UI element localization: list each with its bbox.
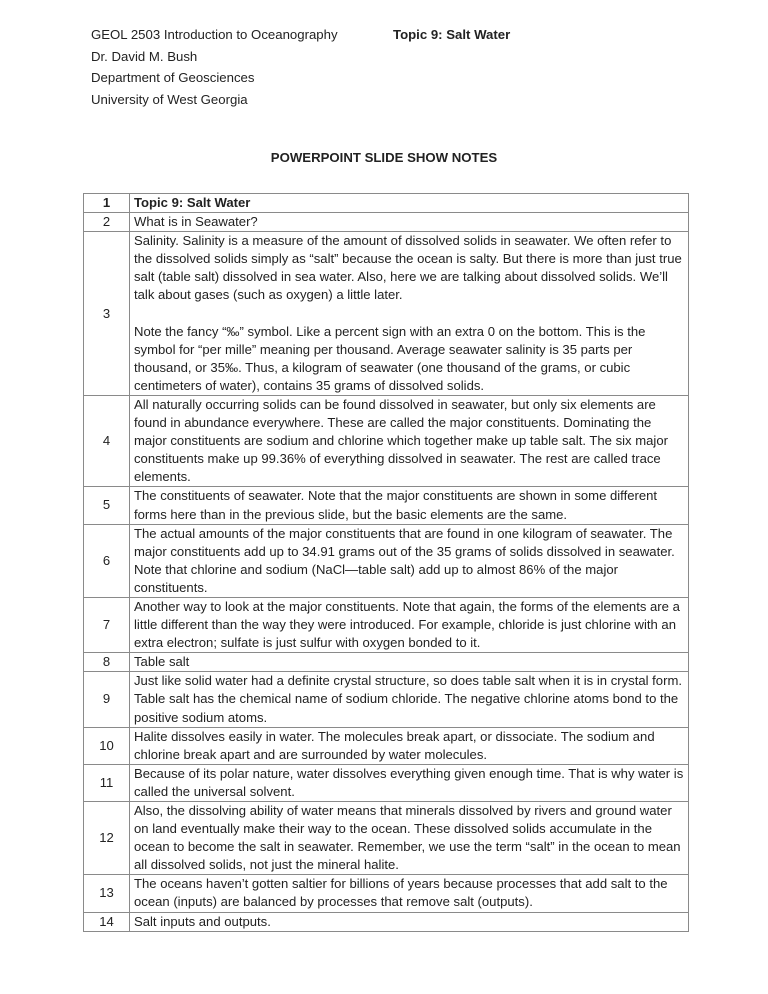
slide-note: The oceans haven’t gotten saltier for billions of years because processes that add salt to the ocean (inputs) are balanced by processes that remove salt (outputs). <box>130 875 689 912</box>
slide-number: 1 <box>84 194 130 213</box>
table-row <box>84 395 689 486</box>
slide-number: 3 <box>84 232 130 396</box>
table-row <box>84 194 689 213</box>
instructor-name: Dr. David M. Bush <box>91 48 198 64</box>
slide-number: 8 <box>84 653 130 672</box>
slide-note: The actual amounts of the major constituents that are found in one kilogram of seawater. The major constituents add up to 34.91 grams out of the 35 grams of solids dissolved in seawater. Note that chlorine and sodium (NaCl—table salt) add up to almost 86% of the major constituents. <box>130 524 689 597</box>
slide-note: Table salt <box>130 653 689 672</box>
slide-note: Also, the dissolving ability of water means that minerals dissolved by rivers and ground water on land eventually make their way to the ocean. These dissolved solids accumulate in the ocean to become the salt in seawater. Remember, we use the term “salt” in the ocean to mean all dissolved solids, not just the mineral halite. <box>130 802 689 875</box>
table-row <box>84 524 689 597</box>
slide-note: Another way to look at the major constituents. Note that again, the forms of the elements are a little different than the way they were introduced. For example, chloride is just chlorine with an extra electron; sulfate is just sulfur with oxygen bonded to it. <box>130 597 689 652</box>
slide-number: 11 <box>84 764 130 801</box>
note-paragraph: Salinity. Salinity is a measure of the amount of dissolved solids in seawater. We often refer to the dissolved solids simply as “salt” because the ocean is salty. But there is more than just true salt (table salt) dissolved in sea water. Also, here we are talking about dissolved solids. We’ll talk about gases (such as oxygen) a little later. <box>134 233 682 303</box>
slide-note: Just like solid water had a definite crystal structure, so does table salt when it is in crystal form. Table salt has the chemical name of sodium chloride. The negative chlorine atoms bond to the positive sodium atoms. <box>130 672 689 727</box>
slide-number: 14 <box>84 912 130 931</box>
university-name: University of West Georgia <box>91 91 248 107</box>
department-name: Department of Geosciences <box>91 70 255 85</box>
slide-number: 9 <box>84 672 130 727</box>
table-row <box>84 672 689 727</box>
slide-note: The constituents of seawater. Note that the major constituents are shown in some different forms here than in the previous slide, but the basic elements are the same. <box>130 487 689 524</box>
slide-note <box>130 232 689 396</box>
table-row <box>84 764 689 801</box>
slide-number: 5 <box>84 487 130 524</box>
table-row <box>84 802 689 875</box>
slide-note: All naturally occurring solids can be found dissolved in seawater, but only six elements are found in abundance everywhere. These are called the major constituents. Dominating the major constituents are sodium and chlorine which together make up table salt. The six major constituents make up 99.36% of everything dissolved in seawater. The rest are called trace elements. <box>130 395 689 486</box>
slide-note: What is in Seawater? <box>130 213 689 232</box>
slide-notes-table <box>83 193 689 932</box>
slide-number: 13 <box>84 875 130 912</box>
course-name: GEOL 2503 Introduction to Oceanography <box>91 27 338 42</box>
slide-number: 2 <box>84 213 130 232</box>
table-row <box>84 232 689 396</box>
document-title: POWERPOINT SLIDE SHOW NOTES <box>270 150 498 165</box>
slide-note: Because of its polar nature, water dissolves everything given enough time. That is why water is called the universal solvent. <box>130 764 689 801</box>
slide-number: 7 <box>84 597 130 652</box>
paragraph-gap <box>134 305 684 323</box>
table-row <box>84 487 689 524</box>
slide-note: Halite dissolves easily in water. The molecules break apart, or dissociate. The sodium and chlorine break apart and are surrounded by water molecules. <box>130 727 689 764</box>
table-row <box>84 597 689 652</box>
slide-note: Salt inputs and outputs. <box>130 912 689 931</box>
table-row <box>84 875 689 912</box>
note-paragraph: Note the fancy “‰” symbol. Like a percent sign with an extra 0 on the bottom. This is the symbol for “per mille” meaning per thousand. Average seawater salinity is 35 parts per thousand, or 35‰. Thus, a kilogram of seawater (one thousand of the grams, or cubic centimeters of water), contains 35 grams of dissolved solids. <box>134 323 646 393</box>
slide-number: 10 <box>84 727 130 764</box>
document-header-info <box>91 24 338 110</box>
slide-number: 4 <box>84 395 130 486</box>
table-row <box>84 653 689 672</box>
table-row <box>84 727 689 764</box>
table-row <box>84 213 689 232</box>
table-row <box>84 912 689 931</box>
slide-number: 12 <box>84 802 130 875</box>
slide-note: Topic 9: Salt Water <box>130 194 689 213</box>
slide-number: 6 <box>84 524 130 597</box>
topic-heading: Topic 9: Salt Water <box>393 27 511 42</box>
